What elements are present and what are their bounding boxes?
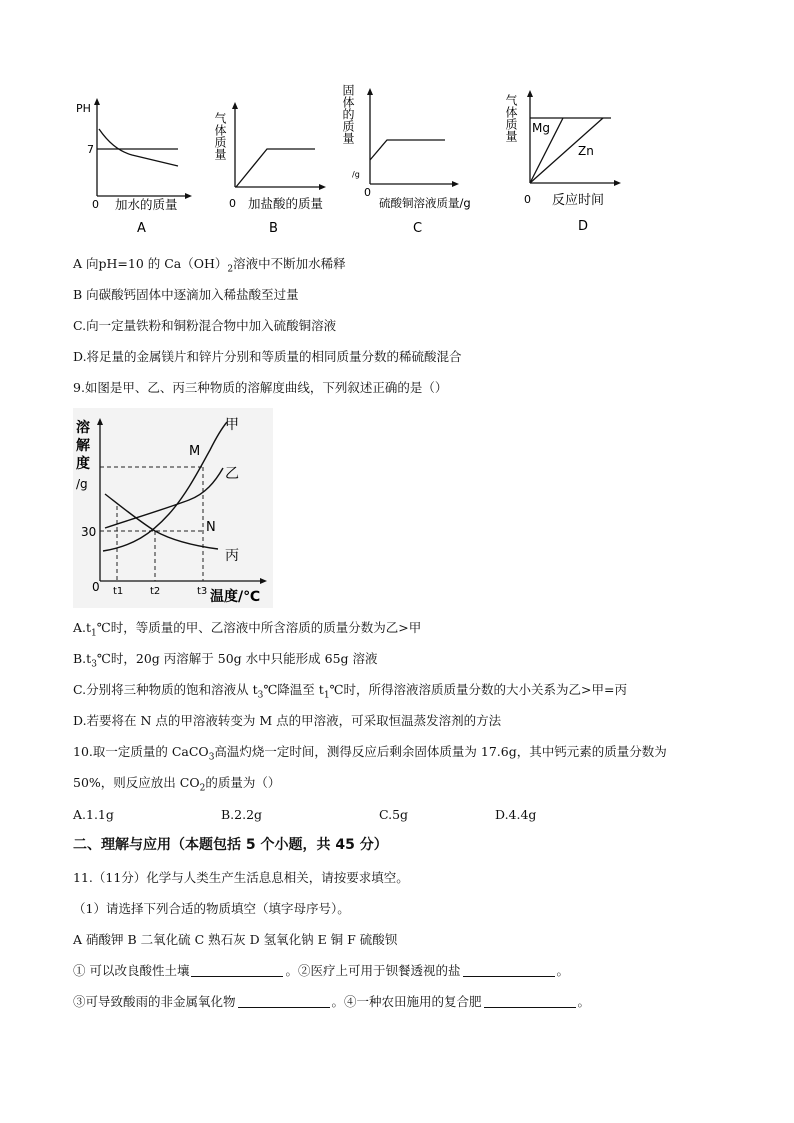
q10-option-d: D.4.4g (495, 807, 537, 822)
chart-x-tick-t2: t2 (150, 586, 161, 597)
q9-option-d: D.若要将在 N 点的甲溶液转变为 M 点的甲溶液，可采取恒温蒸发溶剂的方法 (73, 713, 502, 728)
graph-a-caption: A (137, 221, 146, 236)
q9-option-c: C.分别将三种物质的饱和溶液从 $t_3℃$降温至 $t_1℃$时，所得溶液溶质质量分数的大小关系为乙>甲=丙 (73, 682, 627, 701)
point-label-n: N (206, 520, 216, 535)
graph-d-y-label: 气体质量 (504, 94, 518, 142)
q10-option-c: C.5g (379, 807, 409, 822)
q10-stem-line1: 10.取一定质量的 CaCO$_3$高温灼烧一定时间，测得反应后剩余固体质量为 17.6g，其中钙元素的质量分数为 (73, 744, 667, 763)
graph-b (212, 96, 347, 241)
graph-c (343, 72, 498, 242)
q11-sub1: （1）请选择下列合适的物质填空（填字母序号）。 (73, 901, 350, 916)
answer-blank-3[interactable] (238, 995, 330, 1008)
curve-label-bing: 丙 (225, 548, 239, 564)
chart-y-label-3: 度 (76, 456, 90, 472)
chart-x-tick-t1: t1 (113, 586, 124, 597)
q9-option-a: $A.t_1℃$时，等质量的甲、乙溶液中所含溶质的质量分数为乙>甲 (73, 620, 422, 639)
q8-option-c: C.向一定量铁粉和铜粉混合物中加入硫酸铜溶液 (73, 318, 337, 333)
graph-a-x-label: 加水的质量 (115, 197, 178, 212)
answer-blank-1[interactable] (191, 964, 283, 977)
graph-d (505, 82, 635, 242)
graph-b-x-label: 加盐酸的质量 (248, 196, 324, 211)
q10-options (73, 807, 573, 823)
q11-stem: 11.（11分）化学与人类生产生活息息相关，请按要求填空。 (73, 870, 409, 885)
curve-label-yi: 乙 (225, 466, 239, 482)
graph-d-x-label: 反应时间 (552, 193, 605, 208)
chart-y-tick-30: 30 (81, 525, 97, 539)
q9-stem: 9.如图是甲、乙、丙三种物质的溶解度曲线，下列叙述正确的是（） (73, 380, 448, 395)
q9-option-b: $B.t_3℃$时，20g 丙溶解于 50g 水中只能形成 65g 溶液 (73, 651, 378, 670)
graph-d-caption: D (578, 219, 589, 234)
graph-a (70, 96, 200, 241)
q8-option-a: A 向pH=10 的 $Ca(OH)_2$溶液中不断加水稀释 (73, 256, 346, 275)
chart-x-label: 温度/℃ (210, 589, 261, 605)
q11-blanks-line1: ① 可以改良酸性土壤 。②医疗上可用于钡餐透视的盐 。 (73, 963, 570, 978)
graph-b-origin: 0 (229, 197, 236, 210)
graph-c-caption: C (413, 221, 423, 236)
graph-d-line-label-zn: Zn (578, 144, 594, 158)
answer-blank-2[interactable] (463, 964, 555, 977)
q10-stem-line2: 50%，则反应放出 $CO_2$的质量为（） (73, 775, 281, 794)
chart-y-label-2: 解 (76, 438, 90, 454)
q11-blanks-line2: ③可导致酸雨的非金属氧化物 。④一种农田施用的复合肥 。 (73, 994, 591, 1009)
chart-origin: 0 (92, 580, 100, 594)
graph-c-y-unit: /g (352, 170, 360, 179)
graph-c-x-label: 硫酸铜溶液质量/g (379, 196, 471, 210)
graph-a-y-label: PH (76, 102, 91, 115)
q10-option-b: B.2.2g (221, 807, 263, 822)
graph-a-origin: 0 (92, 198, 99, 211)
graph-d-origin: 0 (524, 193, 531, 206)
chart-y-label-1: 溶 (76, 420, 90, 436)
graph-a-y-tick: 7 (87, 143, 94, 156)
q8-option-d: D.将足量的金属镁片和锌片分别和等质量的相同质量分数的稀硫酸混合 (73, 349, 462, 364)
q11-choices: A 硝酸钾 B 二氧化硫 C 熟石灰 D 氢氧化钠 E 铜 F 硫酸钡 (73, 932, 398, 947)
graph-d-line-label-mg: Mg (532, 121, 550, 135)
answer-blank-4[interactable] (484, 995, 576, 1008)
q8-option-b: B 向碳酸钙固体中逐滴加入稀盐酸至过量 (73, 287, 299, 302)
section-2-heading: 二、理解与应用（本题包括 5 个小题，共 45 分） (73, 837, 388, 853)
solubility-chart (73, 408, 273, 608)
graph-b-y-label: 气体质量 (213, 112, 227, 160)
chart-x-tick-t3: t3 (197, 586, 208, 597)
chart-y-unit: /g (76, 477, 88, 491)
point-label-m: M (189, 444, 201, 459)
graph-c-origin: 0 (364, 186, 371, 199)
graph-b-caption: B (269, 221, 278, 236)
curve-label-jia: 甲 (225, 417, 239, 433)
graph-c-y-label: 固体的质量 (341, 84, 355, 144)
q10-option-a: A.1.1g (73, 807, 114, 822)
